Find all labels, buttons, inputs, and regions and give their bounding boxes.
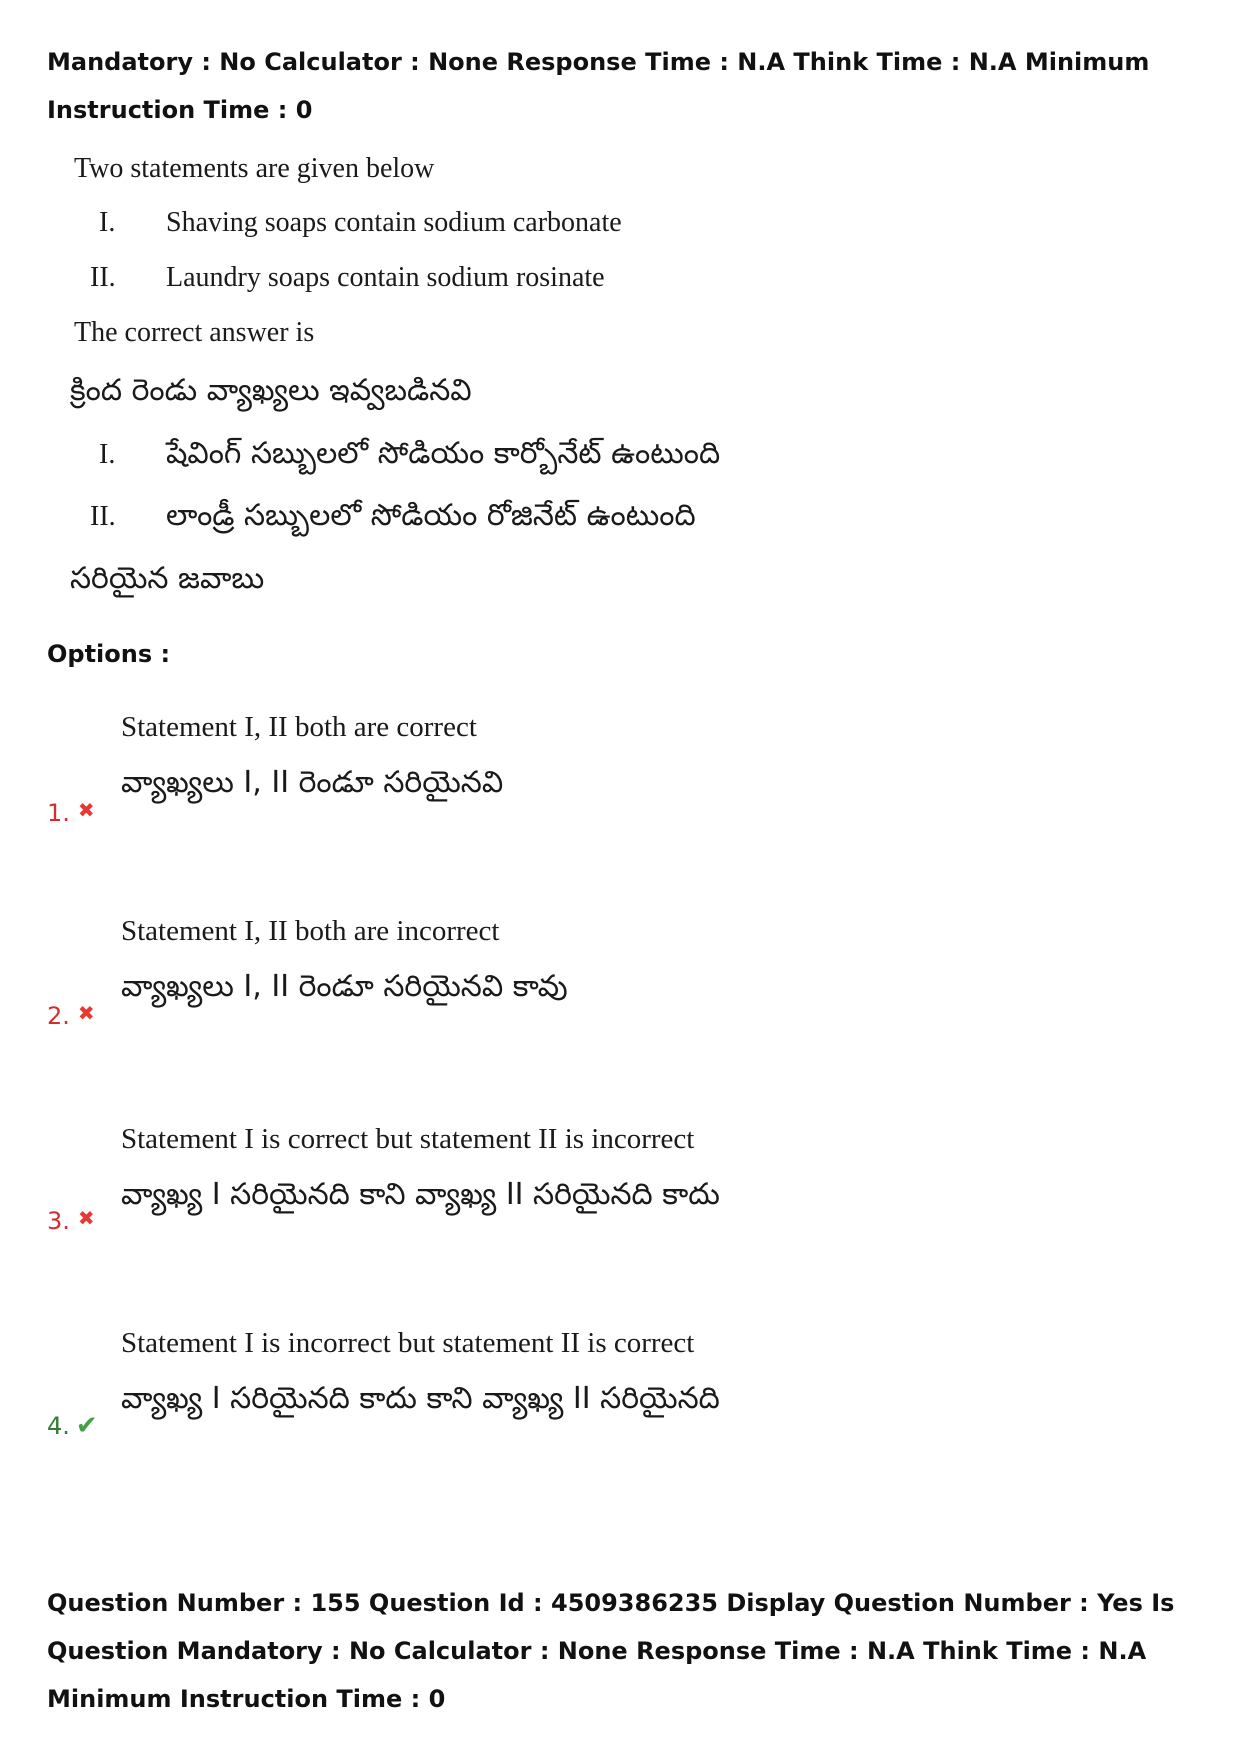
option-2-text-en: Statement I, II both are incorrect — [121, 915, 500, 947]
option-2-number — [47, 997, 95, 1032]
statement-2-text-en: Laundry soaps contain sodium rosinate — [166, 262, 605, 293]
option-1-number — [47, 794, 95, 829]
correct-check-icon: ✔ — [75, 1411, 98, 1441]
option-3-number — [47, 1202, 95, 1237]
option-4-number — [47, 1410, 98, 1442]
statement-2-text-te: లాండ్రీ సబ్బులలో సోడియం రోజినేట్ ఉంటుంది — [166, 498, 696, 533]
question-intro-en: Two statements are given below — [74, 153, 435, 184]
option-4-label: 4. — [47, 1412, 70, 1440]
option-4-text-te: వ్యాఖ్య I సరియైనది కాదు కాని వ్యాఖ్య II సరియైనది — [121, 1381, 720, 1416]
option-2-text-te: వ్యాఖ్యలు I, II రెండూ సరియైనవి కావు — [121, 969, 568, 1004]
statement-1-text-en: Shaving soaps contain sodium carbonate — [166, 207, 622, 238]
option-2-label: 2. — [47, 1002, 70, 1030]
wrong-mark-icon: ✖ — [77, 798, 95, 822]
question-prompt-te: సరియైన జవాబు — [70, 561, 265, 596]
wrong-mark-icon: ✖ — [77, 1001, 95, 1025]
option-1-label: 1. — [47, 799, 70, 827]
question-meta-footer: Question Number : 155 Question Id : 4509386235 Display Question Number : Yes Is Question Mandatory : No Calculator : None Response Time : N.A Think Time : N.A Minimum Instruction Time : 0 — [47, 1589, 1175, 1713]
question-meta-header: Mandatory : No Calculator : None Response Time : N.A Think Time : N.A Minimum Instruction Time : 0 — [47, 48, 1150, 124]
statement-1-text-te: షేవింగ్ సబ్బులలో సోడియం కార్బోనేట్ ఉంటుంది — [166, 436, 721, 471]
option-1-text-en: Statement I, II both are correct — [121, 711, 477, 743]
question-prompt-en: The correct answer is — [74, 317, 315, 348]
question-intro-te: క్రింద రెండు వ్యాఖ్యలు ఇవ్వబడినవి — [70, 373, 472, 408]
option-1-text-te: వ్యాఖ్యలు I, II రెండూ సరియైనవి — [121, 765, 504, 800]
options-label: Options : — [47, 640, 171, 668]
statement-1-number-te: I. — [99, 439, 116, 470]
wrong-mark-icon: ✖ — [77, 1206, 95, 1230]
statement-1-number-en: I. — [99, 207, 116, 238]
option-4-text-en: Statement I is incorrect but statement II is correct — [121, 1327, 695, 1359]
option-3-label: 3. — [47, 1207, 70, 1235]
statement-2-number-en: II. — [90, 262, 116, 293]
option-3-text-en: Statement I is correct but statement II is incorrect — [121, 1123, 695, 1155]
option-3-text-te: వ్యాఖ్య I సరియైనది కాని వ్యాఖ్య II సరియైనది కాదు — [121, 1177, 720, 1212]
statement-2-number-te: II. — [90, 501, 116, 532]
